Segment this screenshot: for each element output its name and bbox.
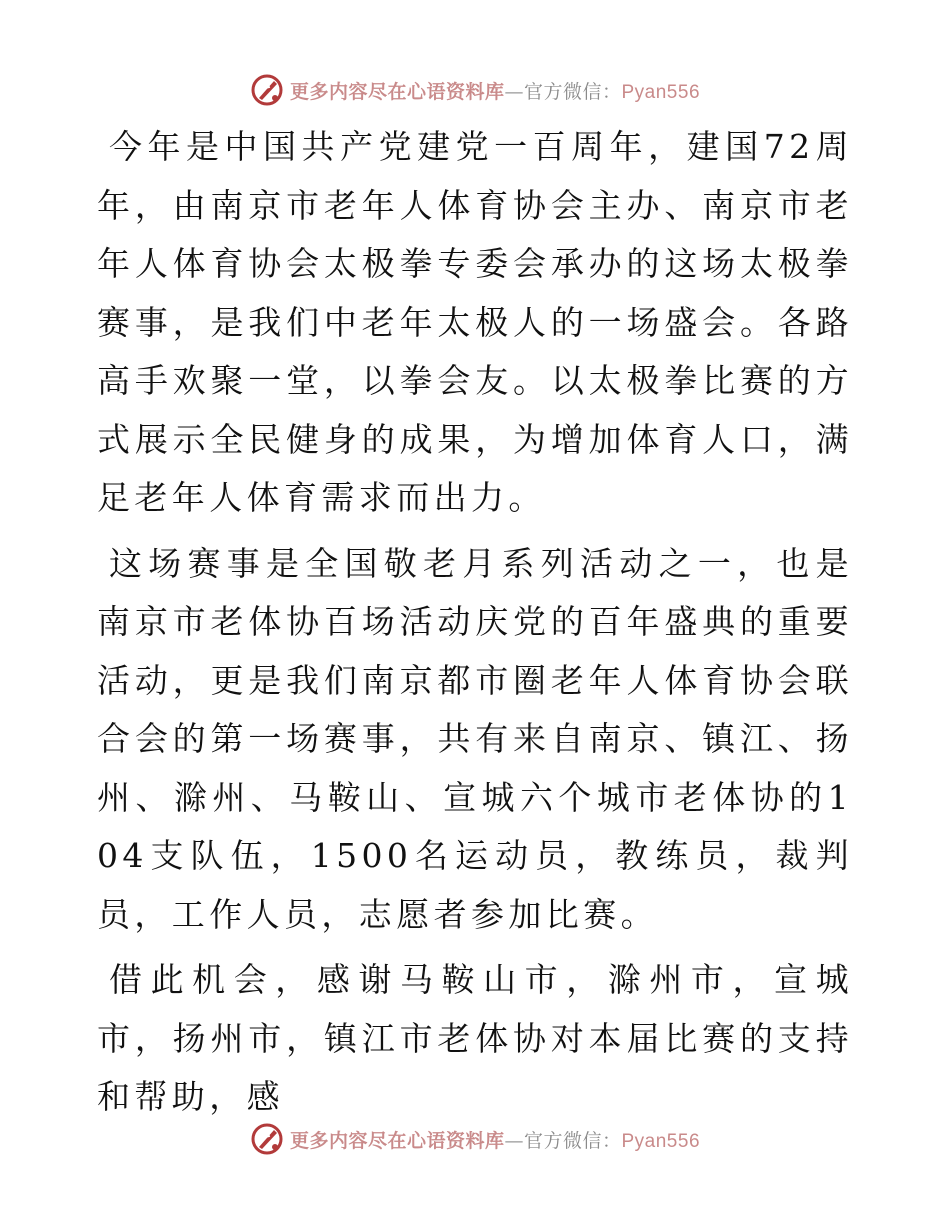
header-separator: — [504,80,524,103]
paragraph-3: 借此机会，感谢马鞍山市，滁州市，宣城市，扬州市，镇江市老体协对本届比赛的支持和帮助，感 [97,960,853,1116]
footer-wechat-label: 官方微信： [523,1129,622,1152]
header-wechat-id: Pyan556 [621,81,701,103]
footer-separator: — [504,1129,524,1152]
footer-wechat-id: Pyan556 [621,1130,701,1152]
footer-banner [0,1122,950,1156]
quill-seal-icon [250,1122,284,1156]
footer-promo-text: 更多内容尽在心语资料库 [289,1129,505,1152]
document-body [97,118,853,1134]
footer-promo [290,1126,700,1153]
header-banner [0,73,950,107]
quill-seal-icon [250,73,284,107]
header-wechat-label: 官方微信： [523,80,622,103]
header-promo-text: 更多内容尽在心语资料库 [289,80,505,103]
paragraph-2: 这场赛事是全国敬老月系列活动之一，也是南京市老体协百场活动庆党的百年盛典的重要活动，更是我们南京都市圈老年人体育协会联合会的第一场赛事，共有来自南京、镇江、扬州、滁州、马鞍山、宣城六个城市老体协的104支队伍，1500名运动员，教练员，裁判员，工作人员，志愿者参加比赛。 [97,543,853,934]
paragraph-1: 今年是中国共产党建党一百周年，建国72周年，由南京市老年人体育协会主办、南京市老年人体育协会太极拳专委会承办的这场太极拳赛事，是我们中老年太极人的一场盛会。各路高手欢聚一堂，以拳会友。以太极拳比赛的方式展示全民健身的成果，为增加体育人口，满足老年人体育需求而出力。 [97,127,853,517]
header-promo [290,77,700,104]
